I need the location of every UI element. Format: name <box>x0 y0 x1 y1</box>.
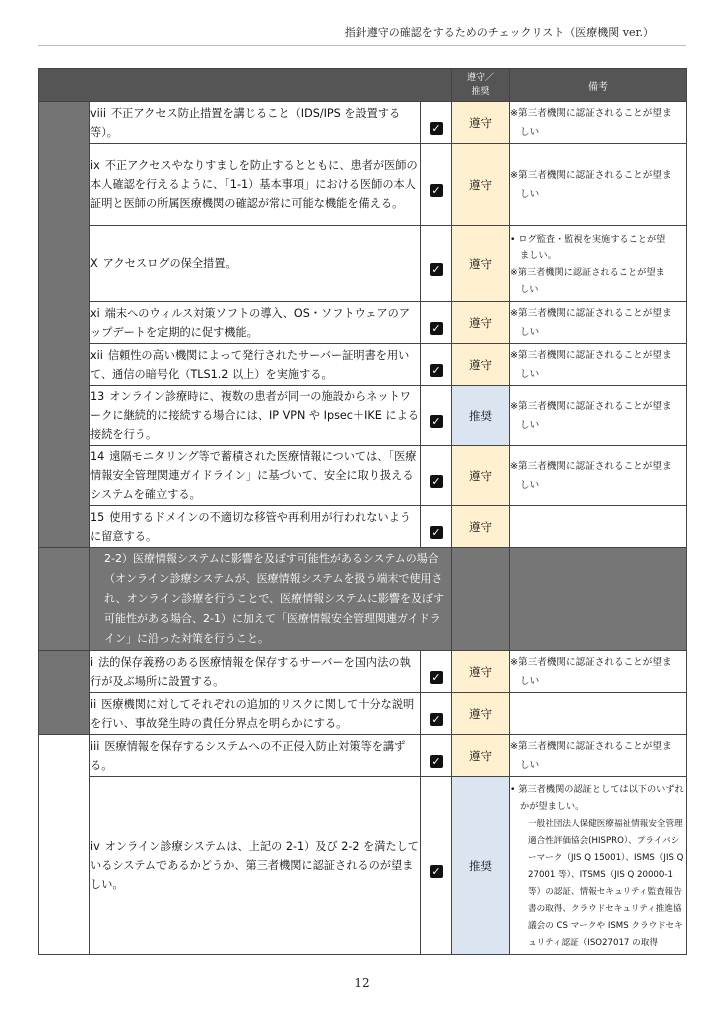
item-text-cell <box>90 777 421 955</box>
note-cell <box>510 651 687 693</box>
note-line: しい <box>520 419 540 431</box>
table-row <box>39 735 687 777</box>
item-number: viii <box>90 106 106 120</box>
item-number: iv <box>90 840 100 853</box>
checked-checkbox-icon[interactable]: ✓ <box>431 122 441 135</box>
table-row <box>39 144 687 226</box>
checkbox-cell[interactable] <box>421 506 452 548</box>
note-line: しい <box>520 326 540 338</box>
checked-checkbox-icon[interactable]: ✓ <box>431 671 441 684</box>
checkbox-cell[interactable] <box>421 446 452 506</box>
section-blank-cell <box>510 548 687 651</box>
item-number: 15 <box>90 510 105 524</box>
note-cell <box>510 102 687 144</box>
item-number: xii <box>90 348 103 362</box>
note-cell <box>510 735 687 777</box>
item-number: X <box>90 257 98 270</box>
item-text: 法的保存義務のある医療情報を保存するサーバーを国内法の執行が及ぶ場所に設置する。 <box>90 655 411 688</box>
checkbox-cell[interactable] <box>421 777 452 955</box>
checkbox-cell[interactable] <box>421 302 452 344</box>
item-number: xi <box>90 306 100 320</box>
checked-checkbox-icon[interactable]: ✓ <box>431 865 441 878</box>
header-note-cell: 備考 <box>510 69 687 102</box>
level-cell: 遵守 <box>452 651 510 693</box>
item-text-cell <box>90 446 421 506</box>
level-cell: 遵守 <box>452 344 510 386</box>
note-line: しい <box>520 283 539 295</box>
table-row <box>39 226 687 302</box>
note-cell <box>510 302 687 344</box>
checked-checkbox-icon[interactable]: ✓ <box>431 755 441 768</box>
item-text-cell <box>90 693 421 735</box>
level-cell: 遵守 <box>452 144 510 226</box>
note-certification-list: 一般社団法人保健医療福祉情報安全管理適合性評価協会(HISPRO）、プライバシーマーク（JIS Q 15001）、ISMS（JIS Q 27001 等）、ITSMS（JIS Q 20000-1 等）の認証、情報セキュリティ監査報告書の取得、クラウドセキュリティ推進協議会の CS マークや ISMS クラウドセキュリティ認証（ISO27017 の取得 <box>528 818 684 948</box>
note-cell <box>510 777 687 955</box>
section-blank-cell <box>452 548 510 651</box>
checked-checkbox-icon[interactable]: ✓ <box>431 364 441 377</box>
checked-checkbox-icon[interactable]: ✓ <box>431 526 441 539</box>
note-line: しい <box>520 188 540 200</box>
item-text-cell <box>90 344 421 386</box>
document-header-title: 指針遵守の確認をするためのチェックリスト（医療機関 ver.） <box>344 26 654 39</box>
level-cell: 推奨 <box>452 777 510 955</box>
table-row <box>39 446 687 506</box>
item-number: i <box>90 655 94 669</box>
item-text: オンライン診療システムは、上記の 2-1）及び 2-2 を満たしているシステムであるかどうか、第三者機関に認証されるのが望ましい。 <box>90 840 419 891</box>
header-level-line2: 推奨 <box>471 87 490 97</box>
note-cell <box>510 386 687 446</box>
header-level-cell <box>452 69 510 102</box>
note-cell <box>510 226 687 302</box>
item-text: 端末へのウィルス対策ソフトの導入、OS・ソフトウェアのアップデートを定期的に促す機能。 <box>90 306 411 339</box>
item-text-cell <box>90 386 421 446</box>
category-side-cell <box>39 102 90 548</box>
header-divider <box>38 45 686 46</box>
table-row <box>39 302 687 344</box>
checked-checkbox-icon[interactable]: ✓ <box>431 713 441 726</box>
checkbox-cell[interactable] <box>421 693 452 735</box>
note-cell <box>510 344 687 386</box>
item-text-cell <box>90 302 421 344</box>
section-side-cell <box>39 548 90 651</box>
level-cell: 遵守 <box>452 693 510 735</box>
table-row <box>39 693 687 735</box>
note-line: しい <box>520 675 540 687</box>
checkbox-cell[interactable] <box>421 344 452 386</box>
note-line: しい <box>520 759 540 771</box>
checkbox-cell[interactable] <box>421 651 452 693</box>
category-blank-cell <box>39 735 90 955</box>
header-blank-cell <box>39 69 452 102</box>
item-text: 不正アクセスやなりすましを防止するとともに、患者が医師の本人確認を行えるように、「1-1）基本事項」における医師の本人証明と医師の所属医療機関の確認が常に可能な機能を備える。 <box>90 159 418 210</box>
item-text-cell <box>90 102 421 144</box>
item-text-cell <box>90 735 421 777</box>
category-side-cell <box>39 651 90 735</box>
checkbox-cell[interactable] <box>421 735 452 777</box>
note-cell <box>510 693 687 735</box>
table-row <box>39 344 687 386</box>
note-intro: • 第三者機関の認証としては以下のいずれかが望ましい。 <box>510 784 684 812</box>
item-text: 使用するドメインの不適切な移管や再利用が行われないように留意する。 <box>90 510 411 543</box>
level-cell: 遵守 <box>452 302 510 344</box>
note-line: ※第三者機関に認証されることが望ま <box>510 349 672 361</box>
checked-checkbox-icon[interactable]: ✓ <box>431 322 441 335</box>
note-line: ※第三者機関に認証されることが望ま <box>510 460 672 472</box>
checklist-table <box>38 68 687 955</box>
note-line: • ログ監査・監視を実施することが望 <box>510 233 666 245</box>
table-row <box>39 506 687 548</box>
item-text: 医療情報を保存するシステムへの不正侵入防止対策等を講ずる。 <box>90 739 406 772</box>
item-number: iii <box>90 739 100 753</box>
level-cell: 遵守 <box>452 102 510 144</box>
checkbox-cell[interactable] <box>421 102 452 144</box>
header-level-line1: 遵守／ <box>467 73 495 83</box>
table-header-row <box>39 69 687 102</box>
table-row <box>39 102 687 144</box>
note-line: しい <box>520 126 540 138</box>
checked-checkbox-icon[interactable]: ✓ <box>431 263 441 276</box>
checkbox-cell[interactable] <box>421 386 452 446</box>
table-row <box>39 651 687 693</box>
checkbox-cell[interactable] <box>421 226 452 302</box>
item-text-cell <box>90 506 421 548</box>
checked-checkbox-icon[interactable]: ✓ <box>431 184 441 197</box>
note-line: ※第三者機関に認証されることが望ま <box>510 169 672 181</box>
item-text: 不正アクセス防止措置を講じること（IDS/IPS を設置する等）。 <box>90 106 401 139</box>
level-cell: 遵守 <box>452 735 510 777</box>
level-cell: 遵守 <box>452 226 510 302</box>
item-number: 14 <box>90 450 105 463</box>
item-text: 遠隔モニタリング等で蓄積された医療情報については、「医療情報安全管理関連ガイドライン」に基づいて、安全に取り扱えるシステムを確立する。 <box>90 450 417 501</box>
section-header-row <box>39 548 687 651</box>
table-row <box>39 777 687 955</box>
note-line: ※第三者機関に認証されることが望ま <box>510 740 672 752</box>
note-line: ※第三者機関に認証されることが望ま <box>510 656 672 668</box>
item-number: ii <box>90 697 97 711</box>
table-row <box>39 386 687 446</box>
page-number: 12 <box>354 976 370 990</box>
note-line: ※第三者機関に認証されることが望ま <box>510 400 672 412</box>
item-text-cell <box>90 226 421 302</box>
note-line: ※第三者機関に認証されることが望ま <box>510 307 672 319</box>
item-number: 13 <box>90 390 105 403</box>
level-cell: 遵守 <box>452 506 510 548</box>
level-cell: 推奨 <box>452 386 510 446</box>
item-text: オンライン診療時に、複数の患者が同一の施設からネットワークに継続的に接続する場合には、IP VPN や Ipsec＋IKE による接続を行う。 <box>90 390 419 441</box>
checked-checkbox-icon[interactable]: ✓ <box>431 475 441 488</box>
checked-checkbox-icon[interactable]: ✓ <box>431 415 441 428</box>
item-text-cell <box>90 651 421 693</box>
note-cell <box>510 144 687 226</box>
checkbox-cell[interactable] <box>421 144 452 226</box>
item-text: アクセスログの保全措置。 <box>102 257 237 270</box>
note-line: ましい。 <box>520 250 557 262</box>
item-text: 信頼性の高い機関によって発行されたサーバー証明書を用いて、通信の暗号化（TLS1.2 以上）を実施する。 <box>90 348 410 381</box>
note-cell <box>510 506 687 548</box>
note-line: ※第三者機関に認証されることが望ま <box>510 267 665 278</box>
item-text: 医療機関に対してそれぞれの追加的リスクに関して十分な説明を行い、事故発生時の責任分界点を明らかにする。 <box>90 697 415 730</box>
item-text-cell <box>90 144 421 226</box>
level-cell: 遵守 <box>452 446 510 506</box>
note-line: しい <box>520 368 540 380</box>
note-line: しい <box>520 479 540 491</box>
section-title: 2-2）医療情報システムに影響を及ぼす可能性があるシステムの場合（オンライン診療システムが、医療情報システムを扱う端末で使用され、オンライン診療を行うことで、医療情報システムに影響を及ぼす可能性がある場合、2-1）に加えて「医療情報安全管理関連ガイドライン」に沿った対策を行うこと。 <box>90 548 452 651</box>
note-cell <box>510 446 687 506</box>
note-line: ※第三者機関に認証されることが望ま <box>510 107 672 119</box>
item-number: ix <box>90 159 100 172</box>
